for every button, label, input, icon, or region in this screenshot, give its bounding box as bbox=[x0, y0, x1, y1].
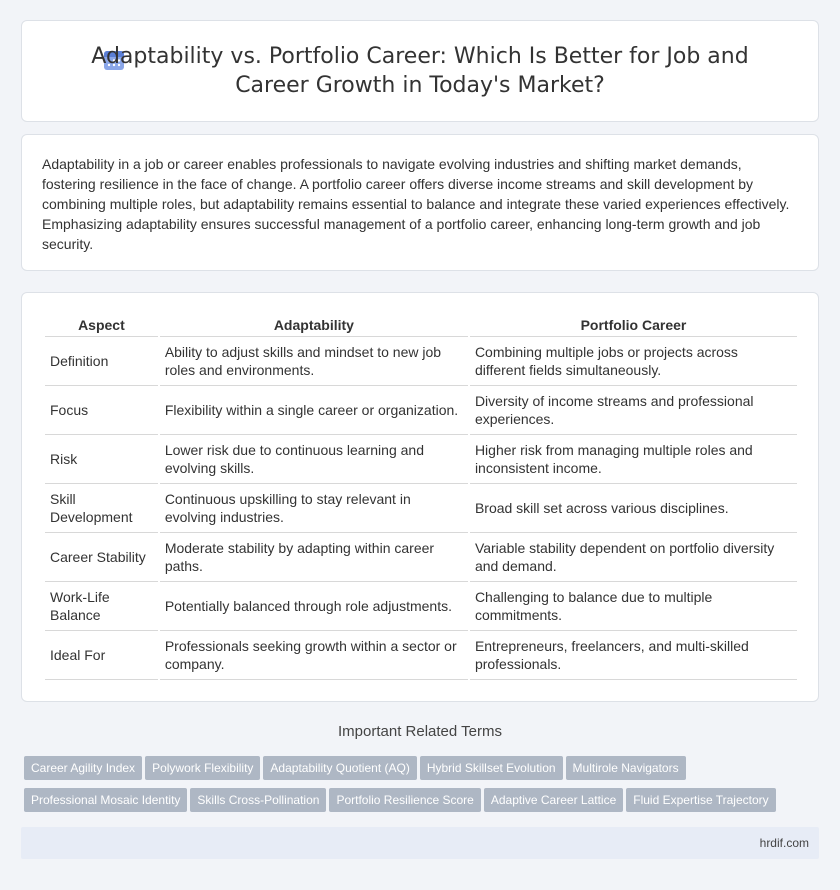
portfolio-cell: Variable stability dependent on portfolio diversity and demand. bbox=[470, 533, 797, 582]
adaptability-cell: Continuous upskilling to stay relevant in evolving industries. bbox=[160, 484, 468, 533]
adaptability-cell: Moderate stability by adapting within career paths. bbox=[160, 533, 468, 582]
portfolio-cell: Challenging to balance due to multiple commitments. bbox=[470, 582, 797, 631]
term-tag[interactable]: Fluid Expertise Trajectory bbox=[626, 788, 775, 812]
term-tag[interactable]: Multirole Navigators bbox=[566, 756, 686, 780]
aspect-cell: Work-Life Balance bbox=[45, 582, 158, 631]
table-row bbox=[45, 631, 797, 680]
term-tag[interactable]: Hybrid Skillset Evolution bbox=[420, 756, 563, 780]
table-row bbox=[45, 582, 797, 631]
site-link[interactable]: hrdif.com bbox=[759, 836, 809, 850]
aspect-cell: Risk bbox=[45, 435, 158, 484]
header-aspect: Aspect bbox=[45, 315, 158, 337]
portfolio-cell: Combining multiple jobs or projects across different fields simultaneously. bbox=[470, 337, 797, 386]
footer bbox=[21, 827, 819, 859]
table-row bbox=[45, 435, 797, 484]
header-card bbox=[21, 20, 819, 122]
portfolio-cell: Higher risk from managing multiple roles and inconsistent income. bbox=[470, 435, 797, 484]
term-tag[interactable]: Portfolio Resilience Score bbox=[329, 788, 480, 812]
portfolio-cell: Diversity of income streams and professional experiences. bbox=[470, 386, 797, 435]
adaptability-cell: Flexibility within a single career or organization. bbox=[160, 386, 468, 435]
header-portfolio-career: Portfolio Career bbox=[470, 315, 797, 337]
intro-text: Adaptability in a job or career enables professionals to navigate evolving industries and shifting market demands, fostering resilience in the face of change. A portfolio career offers diverse income streams and skill development by combining multiple roles, but adaptability remains essential to balance and integrate these varied experiences effectively. Emphasizing adaptability ensures successful management of a portfolio career, enhancing long-term growth and job security. bbox=[42, 156, 790, 252]
aspect-cell: Skill Development bbox=[45, 484, 158, 533]
aspect-cell: Ideal For bbox=[45, 631, 158, 680]
portfolio-cell: Broad skill set across various disciplines. bbox=[470, 484, 797, 533]
table-row bbox=[45, 484, 797, 533]
adaptability-cell: Professionals seeking growth within a sector or company. bbox=[160, 631, 468, 680]
term-tag[interactable]: Career Agility Index bbox=[24, 756, 142, 780]
term-tag[interactable]: Polywork Flexibility bbox=[145, 756, 260, 780]
related-terms-row-1 bbox=[24, 756, 824, 780]
term-tag[interactable]: Adaptive Career Lattice bbox=[484, 788, 623, 812]
table-row bbox=[45, 386, 797, 435]
related-terms-row-2 bbox=[24, 788, 824, 812]
aspect-cell: Focus bbox=[45, 386, 158, 435]
aspect-cell: Definition bbox=[45, 337, 158, 386]
adaptability-cell: Lower risk due to continuous learning and evolving skills. bbox=[160, 435, 468, 484]
page-title: Adaptability vs. Portfolio Career: Which Is Better for Job and Career Growth in Today's Market? bbox=[91, 44, 749, 98]
intro-card bbox=[21, 134, 819, 271]
term-tag[interactable]: Adaptability Quotient (AQ) bbox=[263, 756, 416, 780]
header-adaptability: Adaptability bbox=[160, 315, 468, 337]
aspect-cell: Career Stability bbox=[45, 533, 158, 582]
portfolio-cell: Entrepreneurs, freelancers, and multi-skilled professionals. bbox=[470, 631, 797, 680]
comparison-table bbox=[43, 315, 799, 680]
table-header-row bbox=[45, 315, 797, 337]
table-row bbox=[45, 533, 797, 582]
adaptability-cell: Potentially balanced through role adjustments. bbox=[160, 582, 468, 631]
table-row bbox=[45, 337, 797, 386]
comparison-card bbox=[21, 292, 819, 702]
adaptability-cell: Ability to adjust skills and mindset to new job roles and environments. bbox=[160, 337, 468, 386]
term-tag[interactable]: Professional Mosaic Identity bbox=[24, 788, 187, 812]
term-tag[interactable]: Skills Cross-Pollination bbox=[190, 788, 326, 812]
related-terms-heading: Important Related Terms bbox=[338, 723, 502, 740]
